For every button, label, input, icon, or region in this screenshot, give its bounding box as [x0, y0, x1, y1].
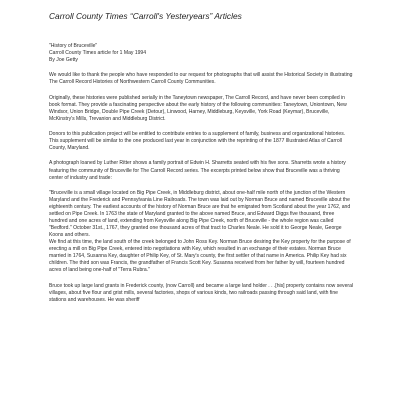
- document-title: Carroll County Times “Carroll's Yesteryears” Articles: [49, 11, 242, 21]
- article-meta: [49, 43, 353, 64]
- article-heading: "History of Bruceville": [49, 43, 98, 49]
- paragraph-land-grants: Bruce took up large land grants in Frederick county, (now Carroll) and became a large land holder . . .[his] property contains now several villages, about five flour and grist mills, several factories, shops of various kinds, two railroads passing through said land, with fine stations and warehouses. He was sheriff: [49, 282, 353, 303]
- paragraph-donors: Donors to this publication project will be entitled to contribute entries to a supplement of family, business and organizational histories. This supplement will be similar to the one produced last year in conjunction with the reprinting of the 1877 Illustrated Atlas of Carroll County, Maryland.: [49, 131, 346, 152]
- paragraph-photograph: A photograph loaned by Luther Ritter shows a family portrait of Edwin H. Sharretts seated with his five sons. Sharretts wrote a history featuring the community of Bruceville for The Carroll Record series. The excerpts printed below show that Bruceville was a thriving center of industry and trade:: [49, 160, 346, 181]
- quote-paragraph-bruceville: "Bruceville is a small village located on Big Pipe Creek, in Middleburg district, about one-half mile north of the junction of the Western Maryland and the Frederick and Pennsylvania Line Railroads. The town was laid out by Norman Bruce and named Bruceville about the eighteenth century. The earliest accounts of the history of Norman Bruce are that he emigrated from Scotland about the year 1762, and settled on Pipe Creek. In 1763 the state of Maryland granted to the above named Bruce, and Edward Diggs five thousand, three hundred and one acres of land, extending from Keysville along Big Pipe Creek, north of Bruceville - the whole region was called "Bedford." October 31st., 1767, they granted one thousand acres of that tract to Charles Neale. He sold it to George Neale, George Koons and others.: [49, 189, 351, 239]
- paragraph-thanks: We would like to thank the people who have responded to our request for photographs that will assist the Historical Society in illustrating The Carroll Record Histories of Northwestern Carroll County Communities.: [49, 72, 353, 86]
- quoted-excerpt: [49, 190, 353, 275]
- paragraph-histories: Originally, these histories were published serially in the Taneytown newspaper, The Carroll Record, and have never been compiled in book format. They provide a fascinating perspective about the early history of the following communities: Taneytown, Uniontown, New Windsor, Union Bridge, Double Pipe Creek (Detour), Linwood, Harney, Middleburg, Keysville, York Road (Keymar), Bruceville, McKinstry's Mills, Trevanion and Middleburg District.: [49, 94, 347, 122]
- quote-paragraph-key-property: We find at this time, the land south of the creek belonged to John Ross Key. Norman Bruce desiring the Key property for the purpose of erecting a mill on Big Pipe Creek, entered into negotiations with Key, which resulted in an exchange of their estates. Norman Bruce married in 1764, Susanna Key, daughter of Philip Key, of St. Mary's county, the first settler of that name in America. Philip Key had six children. The third son was Francis, the grandfather of Francis Scott Key. Susanna received from her father by will, fourteen hundred acres of land being one-half of "Terra Rubra.": [49, 239, 351, 274]
- article-source: Carroll County Times article for 1 May 1994: [49, 50, 147, 57]
- article-byline: By Joe Getty: [49, 57, 78, 64]
